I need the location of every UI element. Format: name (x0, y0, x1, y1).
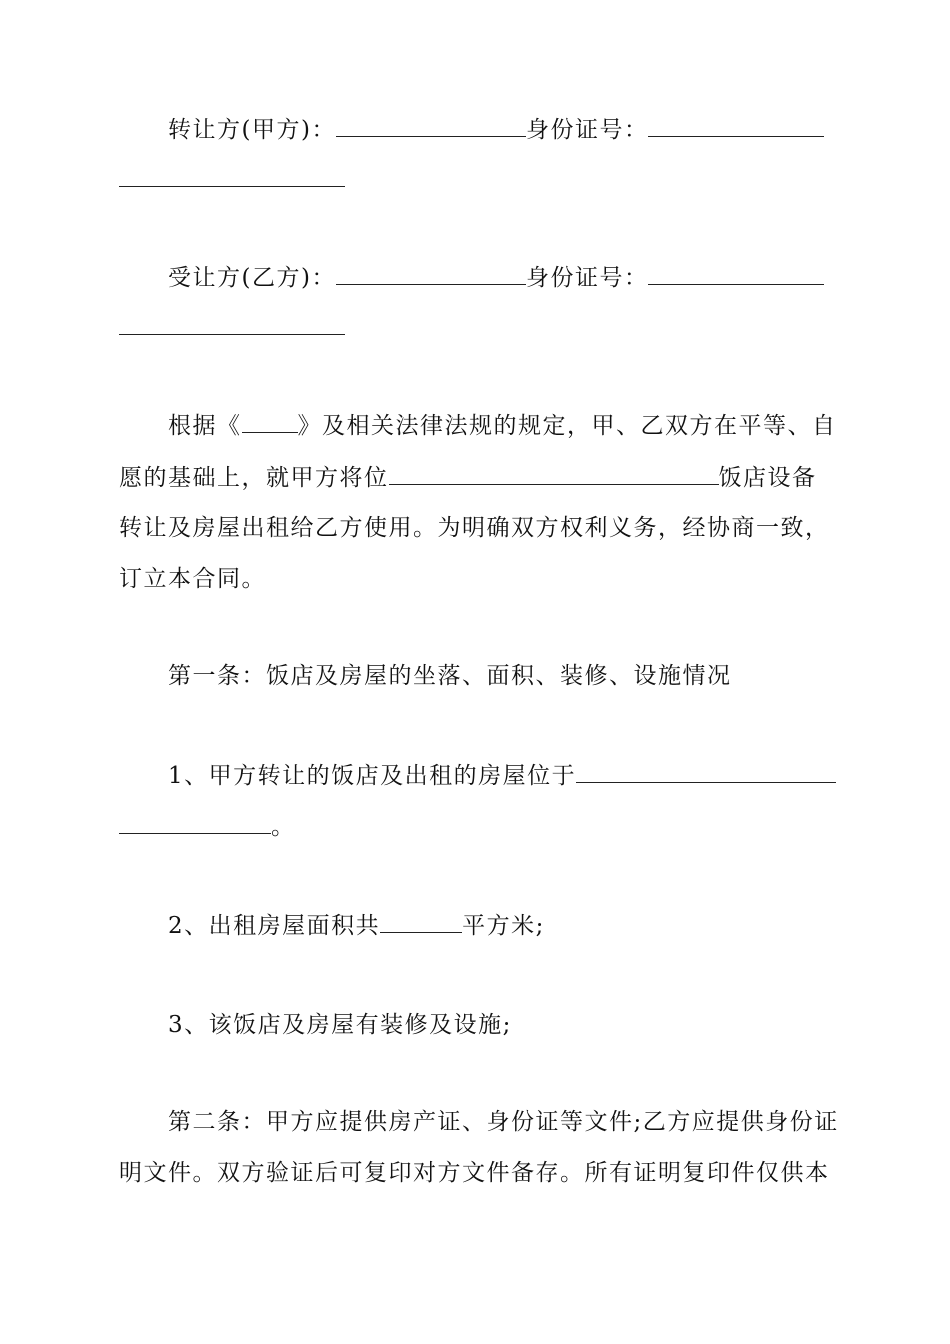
party-a-id-blank-continued[interactable] (119, 186, 345, 187)
party-b-label: 受让方(乙方)： (168, 265, 336, 291)
party-a-id-blank[interactable] (648, 114, 824, 137)
party-b-id-blank-continued[interactable] (119, 334, 345, 335)
party-a-id-label: 身份证号： (525, 117, 649, 143)
article-1-item-3: 3、该饭店及房屋有装修及设施; (168, 1012, 512, 1038)
party-a-name-blank[interactable] (336, 114, 526, 137)
law-name-blank[interactable] (242, 410, 298, 433)
item-text: 。 (271, 814, 296, 840)
party-a-label: 转让方(甲方)： (168, 117, 336, 143)
location-blank[interactable] (576, 760, 836, 783)
party-b-id-label: 身份证号： (525, 265, 649, 291)
preamble-line-2 (119, 462, 834, 492)
party-a-line (168, 114, 834, 144)
article-1-item-2 (168, 910, 834, 940)
item-text: 平方米; (462, 913, 545, 939)
location-blank-continued[interactable] (119, 811, 271, 834)
preamble-text: 愿的基础上，就甲方将位 (119, 465, 389, 491)
restaurant-location-blank[interactable] (389, 462, 719, 485)
item-text: 1、甲方转让的饭店及出租的房屋位于 (168, 763, 577, 789)
preamble-text: 》及相关法律法规的规定，甲、乙双方在平等、自 (297, 413, 837, 439)
preamble-text: 根据《 (168, 413, 242, 439)
item-text: 2、出租房屋面积共 (168, 913, 381, 939)
article-2-line-1: 第二条：甲方应提供房产证、身份证等文件;乙方应提供身份证 (168, 1109, 839, 1135)
party-b-name-blank[interactable] (336, 262, 526, 285)
article-2-line-2: 明文件。双方验证后可复印对方文件备存。所有证明复印件仅供本 (119, 1160, 830, 1186)
article-1-item-1 (168, 760, 834, 790)
article-1-title: 第一条：饭店及房屋的坐落、面积、装修、设施情况 (168, 663, 732, 689)
preamble-line-4: 订立本合同。 (119, 566, 266, 592)
preamble-line-1 (168, 410, 837, 440)
preamble-line-3: 转让及房屋出租给乙方使用。为明确双方权利义务，经协商一致， (119, 515, 830, 541)
area-blank[interactable] (380, 910, 462, 933)
preamble-text: 饭店设备 (718, 465, 817, 491)
party-b-line (168, 262, 834, 292)
article-1-item-1-cont (119, 811, 834, 841)
party-b-id-blank[interactable] (648, 262, 824, 285)
